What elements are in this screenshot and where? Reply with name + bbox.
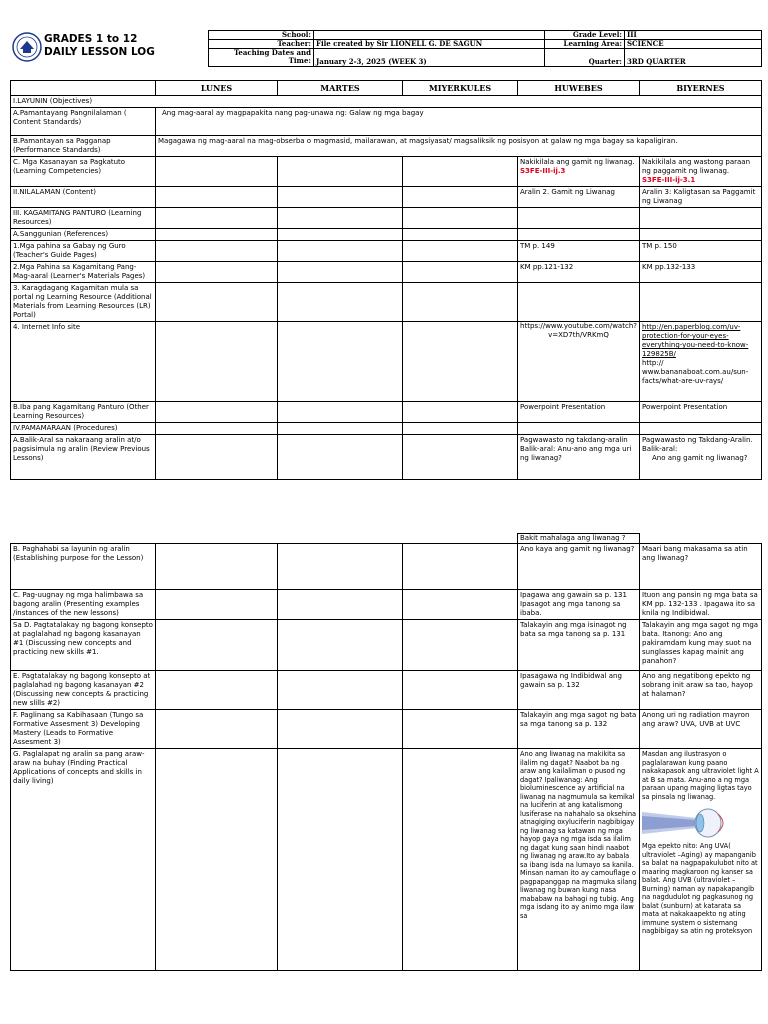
day-header-biyernes: BIYERNES [640, 81, 762, 96]
teachers-guide-label: 1.Mga pahina sa Gabay ng Guro (Teacher's Guide Pages) [11, 241, 156, 262]
pagtatalakay-2-biyernes: Ano ang negatibong epekto ng sobrang init araw sa tao, hayop at halaman? [640, 671, 762, 710]
pag-uugnay-label: C. Pag-uugnay ng mga halimbawa sa bagong aralin (Presenting examples /instances of the new lessons) [11, 590, 156, 620]
form-title-line2: DAILY LESSON LOG [44, 46, 155, 58]
paglalapat-biyernes-intro: Masdan ang ilustrasyon o paglalarawan kung paano nakakapasok ang ultraviolet light A at B sa mata. Anu-ano a ng mga paraan upang maging ligtas tayo sa pinsala ng liwanag. [642, 750, 759, 801]
paglinang-huwebes: Talakayin ang mga sagot ng bata sa mga tanong sa p. 132 [518, 710, 640, 749]
paglinang-biyernes: Anong uri ng radiation mayron ang araw? UVA, UVB at UVC [640, 710, 762, 749]
balik-aral-huwebes: Pagwawasto ng takdang-aralin Balik-aral: Anu-ano ang mga uri ng liwanag? [518, 435, 640, 480]
teacher-label: Teacher: [209, 40, 314, 49]
paglinang-label: F. Paglinang sa Kabihasaan (Tungo sa Formative Assesment 3) Developing Mastery (Leads to Formative Assesment 3) [11, 710, 156, 749]
grade-level-value: III [625, 31, 762, 40]
teachers-guide-biyernes: TM p. 150 [640, 241, 762, 262]
day-header-miyerkules: MIYERKULES [403, 81, 518, 96]
school-value [314, 31, 545, 40]
grade-level-label: Grade Level: [545, 31, 625, 40]
lesson-log-table-page2 [10, 533, 762, 971]
balik-aral-biyernes-line1: Pagwawasto ng Takdang-Aralin. [642, 436, 753, 444]
internet-site-label: 4. Internet Info site [11, 322, 156, 402]
teaching-dates-label: Teaching Dates and Time: [209, 49, 314, 67]
pagtatalakay-1-biyernes: Talakayin ang mga sagot ng mga bata. Itanong: Ano ang pakiramdam kung may suot na sunglasses kapag mainit ang panahon? [640, 620, 762, 671]
performance-standards-label: B.Pamantayan sa Pagganap (Performance Standards) [11, 136, 156, 157]
competency-huwebes-code: S3FE-III-ij.3 [520, 167, 566, 175]
layunin-label: I.LAYUNIN (Objectives) [11, 96, 762, 108]
form-title-line1: GRADES 1 to 12 [44, 33, 138, 45]
learners-materials-huwebes: KM pp.121-132 [518, 262, 640, 283]
balik-aral-biyernes-line3: Ano ang gamit ng liwanag? [652, 454, 748, 462]
nilalaman-huwebes: Aralin 2. Gamit ng Liwanag [518, 187, 640, 208]
pagtatalakay-1-huwebes: Talakayin ang mga isinagot ng bata sa mga tanong sa p. 131 [518, 620, 640, 671]
learning-area-value: SCIENCE [625, 40, 762, 49]
pamaraan-label: IV.PAMAMARAAN (Procedures) [11, 423, 156, 435]
nilalaman-label: II.NILALAMAN (Content) [11, 187, 156, 208]
paglalapat-huwebes: Ano ang liwanag na makikita sa ilalim ng dagat? Naabot ba ng araw ang kailaliman o pusod ng dagat? Ipaliwanag: Ang bioluminescence ay artificial na liwanag na nagmumula sa kemikal na luciferin at ang katalismong lusiferase na nahahalo sa oksehina atnagiging oxyluciferin nagbibigay ng liwanag sa katawan ng mga hayop gaya ng mga isda sa ilalim ng dagat kung saan hindi naabot ng liwanag ng araw.Ito ay babala sa ibang isda na lumayo sa kanila. Minsan naman ito ay camouflage o pagpapanggap na magmuka silang liwanag ng buwan kung nasa mababaw na bahagi ng tubig. Ang mga isdang ito ay animo mga ilaw sa [518, 749, 640, 971]
balik-aral-biyernes-line2: Balik-aral: [642, 445, 678, 453]
teachers-guide-huwebes: TM p. 149 [518, 241, 640, 262]
quarter-label: Quarter: [545, 49, 625, 67]
day-header-martes: MARTES [278, 81, 403, 96]
day-header-huwebes: HUWEBES [518, 81, 640, 96]
sanggunian-label: A.Sanggunian (References) [11, 229, 156, 241]
paghahabi-huwebes: Ano kaya ang gamit ng liwanag? [518, 544, 640, 590]
paghahabi-biyernes: Maari bang makasama sa atin ang liwanag? [640, 544, 762, 590]
content-standards-value: Ang mag-aaral ay magpapakita nang pag-unawa ng: Galaw ng mga bagay [156, 108, 762, 136]
competencies-label: C. Mga Kasanayan sa Pagkatuto (Learning Competencies) [11, 157, 156, 187]
quarter-value: 3RD QUARTER [625, 49, 762, 67]
pagtatalakay-2-label: E. Pagtatalakay ng bagong konsepto at paglalahad ng bagong kasanayan #2 (Discussing new concepts & practicing new slills #2) [11, 671, 156, 710]
other-resources-biyernes: Powerpoint Presentation [640, 402, 762, 423]
paglalapat-label: G. Paglalapat ng aralin sa pang araw-araw na buhay (Finding Practical Applications of concepts and skills in daily living) [11, 749, 156, 971]
paglalapat-biyernes-effects: Mga epekto nito: Ang UVA( ultraviolet –Aging) ay mapanganib sa balat na nagpapakulubot nito at maaring magkaroon ng kanser sa balat. Ang UVB (ultraviolet –Burning) naman ay napakapangib na nagdudulot ng pagkasunog ng balat (sunburn) at katarata sa mata at nakakaapekto ng ating immune system o sistemang nagbibigay sa atin ng proteksyon [642, 842, 758, 935]
teaching-dates-value: January 2-3, 2025 (WEEK 3) [314, 49, 545, 67]
content-standards-label: A.Pamantayang Pangnilalaman ( Content Standards) [11, 108, 156, 136]
performance-standards-value: Magagawa ng mag-aaral na mag-obserba o magmasid, mailarawan, at magsiyasat/ magsaliksik ng posisyon at galaw ng mga bagay sa kapaligiran. [156, 136, 762, 157]
lesson-log-table-page1 [10, 80, 762, 480]
nilalaman-biyernes: Aralin 3: Kaligtasan sa Paggamit ng Liwanag [640, 187, 762, 208]
school-label: School: [209, 31, 314, 40]
pag-uugnay-huwebes: Ipagawa ang gawain sa p. 131 Ipasagot ang mga tanong sa ibaba. [518, 590, 640, 620]
header-info-table [208, 30, 762, 67]
competency-biyernes-text: Nakikilala ang wastong paraan ng paggamit ng liwanag. [642, 158, 751, 175]
bananaboat-link[interactable]: http:// www.bananaboat.com.au/sun-facts/what-are-uv-rays/ [642, 359, 749, 385]
learners-materials-biyernes: KM pp.132-133 [640, 262, 762, 283]
pag-uugnay-biyernes: Ituon ang pansin ng mga bata sa KM pp. 132-133 . Ipagawa ito sa knila ng Indibidwal. [640, 590, 762, 620]
purpose-top-huwebes: Bakit mahalaga ang liwanag ? [518, 534, 640, 544]
uv-eye-illustration [642, 804, 759, 840]
kagamitan-label: III. KAGAMITANG PANTURO (Learning Resources) [11, 208, 156, 229]
teacher-value: File created by Sir LIONELL G. DE SAGUN [314, 40, 545, 49]
day-header-lunes: LUNES [156, 81, 278, 96]
paghahabi-label: B. Paghahabi sa layunin ng aralin (Establishing purpose for the Lesson) [11, 544, 156, 590]
learning-area-label: Learning Area: [545, 40, 625, 49]
paperblog-link[interactable]: http://en.paperblog.com/uv-protection-for-your-eyes-everything-you-need-to-know-129825B/ [642, 323, 749, 358]
learners-materials-label: 2.Mga Pahina sa Kagamitang Pang-Mag-aaral (Learner's Materials Pages) [11, 262, 156, 283]
paglalapat-biyernes [640, 749, 762, 971]
competency-huwebes-text: Nakikilala ang gamit ng liwanag. [520, 158, 635, 166]
pagtatalakay-1-label: Sa D. Pagtatalakay ng bagong konsepto at paglalahad ng bagong kasanayan #1 (Discussing new concepts and practicing new skills #1. [11, 620, 156, 671]
lr-portal-label: 3. Karagdagang Kagamitan mula sa portal ng Learning Resource (Additional Materials from Learning Resources (LR) Portal) [11, 283, 156, 322]
competency-biyernes [640, 157, 762, 187]
internet-site-huwebes[interactable]: https://www.youtube.com/watch?v=XD7th/VRKmQ [518, 322, 640, 402]
balik-aral-label: A.Balik-Aral sa nakaraang aralin at/o pagsisimula ng aralin (Review Previous Lessons) [11, 435, 156, 480]
internet-site-biyernes [640, 322, 762, 402]
competency-biyernes-code: S3FE-III-ij-3.1 [642, 176, 696, 184]
other-resources-huwebes: Powerpoint Presentation [518, 402, 640, 423]
pagtatalakay-2-huwebes: Ipasagawa ng Indibidwal ang gawain sa p. 132 [518, 671, 640, 710]
deped-seal-logo [12, 32, 42, 62]
competency-huwebes [518, 157, 640, 187]
balik-aral-biyernes [640, 435, 762, 480]
corner-header [11, 81, 156, 96]
other-resources-label: B.Iba pang Kagamitang Panturo (Other Learning Resources) [11, 402, 156, 423]
